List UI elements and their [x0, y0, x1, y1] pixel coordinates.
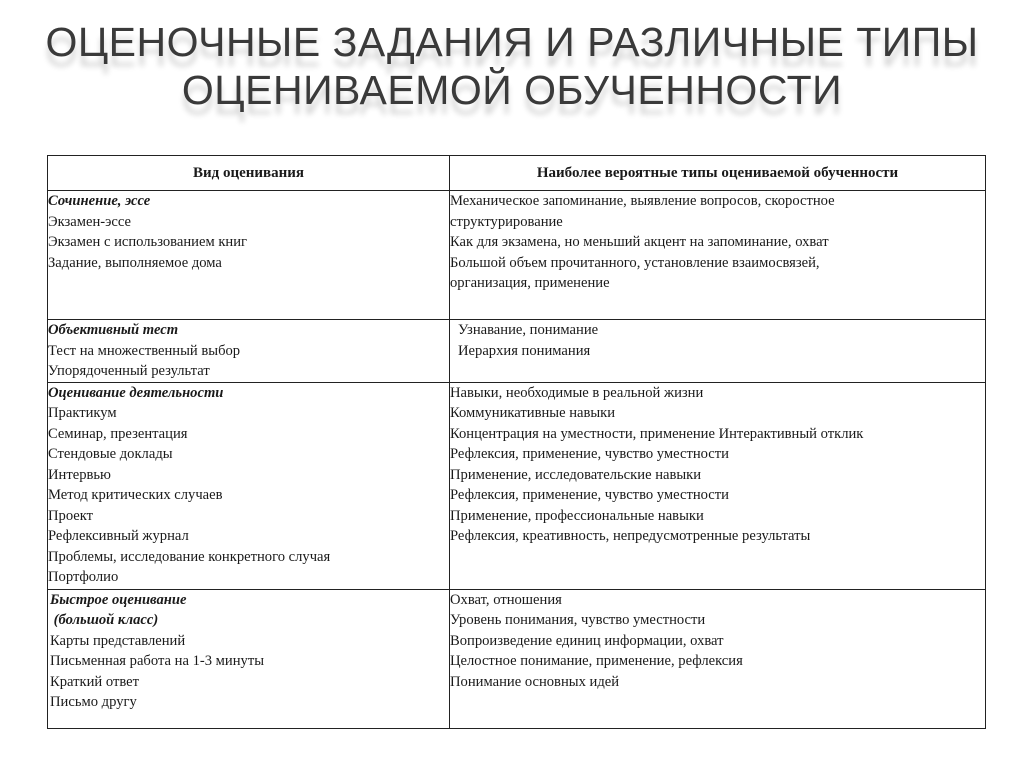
list-item: Вопроизведение единиц информации, охват: [450, 632, 724, 649]
list-item: Письмо другу: [50, 694, 137, 710]
list-item: Рефлексия, применение, чувство уместности: [450, 487, 729, 503]
table-header-row: [48, 156, 986, 191]
list-item: Экзамен с использованием книг: [48, 234, 248, 250]
assessment-category: Быстрое оценивание: [50, 591, 187, 608]
list-item: Коммуникативные навыки: [450, 405, 616, 421]
header-assessment-type: Вид оценивания: [48, 156, 450, 191]
list-item: Краткий ответ: [50, 673, 140, 690]
learning-types-cell: [450, 589, 986, 728]
list-item: Механическое запоминание, выявление вопросов, скоростное: [450, 193, 835, 209]
learning-types-cell: [450, 382, 986, 589]
assessment-cell: [48, 320, 450, 383]
list-item: Задание, выполняемое дома: [48, 254, 222, 271]
list-item: Рефлексия, креативность, непредусмотренные результаты: [450, 528, 811, 544]
assessment-category: Сочинение, эссе: [48, 193, 151, 209]
assessment-category-note: (большой класс): [50, 612, 159, 628]
list-item: Интервью: [48, 466, 111, 483]
list-item: Тест на множественный выбор: [48, 342, 241, 359]
list-item: Целостное понимание, применение, рефлексия: [450, 653, 743, 669]
title-line-2: ОЦЕНИВАЕМОЙ ОБУЧЕННОСТИ: [181, 67, 843, 113]
list-item: Упорядоченный результат: [48, 363, 210, 379]
list-item: Большой объем прочитанного, установление взаимосвязей,: [450, 254, 820, 271]
table-row: [48, 320, 986, 383]
list-item: Уровень понимания, чувство уместности: [450, 612, 706, 628]
list-item: Концентрация на уместности, применение Интерактивный отклик: [450, 425, 864, 442]
list-item: Портфолио: [48, 569, 119, 585]
assessment-category: Оценивание деятельности: [48, 384, 224, 401]
assessment-cell: [48, 382, 450, 589]
list-item: организация, применение: [450, 275, 610, 291]
list-item: Письменная работа на 1-3 минуты: [50, 653, 265, 669]
assessment-table: [47, 155, 986, 729]
list-item: Карты представлений: [50, 632, 186, 649]
learning-types-cell: [450, 320, 986, 383]
assessment-category: Объективный тест: [48, 322, 179, 338]
assessment-cell: [48, 191, 450, 320]
table-row: [48, 191, 986, 320]
title-line-1: ОЦЕНОЧНЫЕ ЗАДАНИЯ И РАЗЛИЧНЫЕ ТИПЫ: [45, 19, 979, 65]
slide-title: [0, 18, 1024, 114]
list-item: Метод критических случаев: [48, 487, 223, 503]
list-item: Охват, отношения: [450, 591, 562, 608]
list-item: Как для экзамена, но меньший акцент на запоминание, охват: [450, 234, 829, 250]
list-item: Семинар, презентация: [48, 425, 188, 442]
table-row: [48, 589, 986, 728]
table-row: [48, 382, 986, 589]
assessment-cell: [48, 589, 450, 728]
list-item: Стендовые доклады: [48, 446, 173, 462]
list-item: Узнавание, понимание: [458, 322, 599, 338]
list-item: Применение, профессиональные навыки: [450, 507, 704, 524]
list-item: Понимание основных идей: [450, 673, 620, 690]
header-learning-types: Наиболее вероятные типы оцениваемой обученности: [450, 156, 986, 191]
list-item: Иерархия понимания: [458, 342, 591, 359]
list-item: Навыки, необходимые в реальной жизни: [450, 384, 704, 401]
list-item: Рефлексивный журнал: [48, 528, 189, 544]
list-item: структурирование: [450, 213, 563, 230]
list-item: Применение, исследовательские навыки: [450, 466, 702, 483]
learning-types-cell: [450, 191, 986, 320]
list-item: Проблемы, исследование конкретного случая: [48, 548, 331, 565]
list-item: Экзамен-эссе: [48, 213, 132, 230]
list-item: Практикум: [48, 405, 117, 421]
list-item: Проект: [48, 507, 94, 524]
list-item: Рефлексия, применение, чувство уместности: [450, 446, 729, 462]
